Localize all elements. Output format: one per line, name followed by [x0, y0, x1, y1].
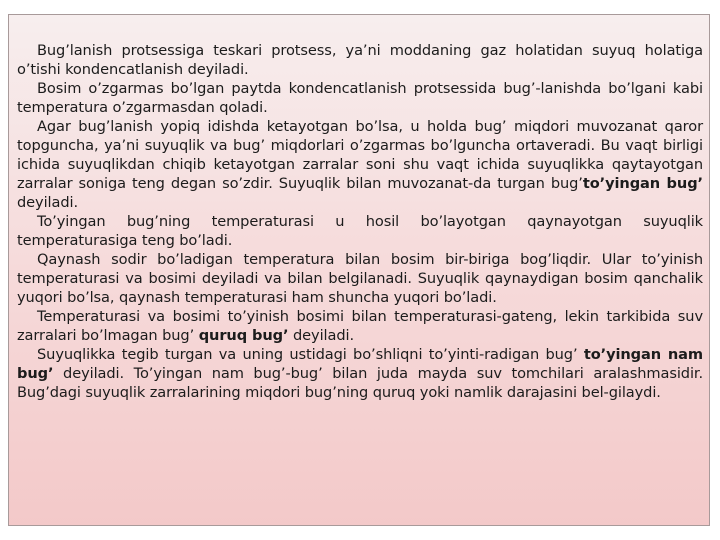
paragraph-dry-vapor	[17, 307, 703, 345]
paragraph-text: To’yingan bug’ning temperaturasi u hosil bo’layotgan qaynayotgan suyuqlik temperaturasiga teng bo’ladi.	[17, 213, 703, 249]
paragraph-text: deyiladi.	[17, 194, 78, 211]
paragraph-closed-vessel	[17, 117, 703, 212]
paragraph-text: Bug’lanish protsessiga teskari protsess, ya’ni moddaning gaz holatidan suyuq holatiga o’tishi kondencatlanish deyiladi.	[17, 42, 703, 78]
text-body	[17, 41, 703, 402]
term-wet-saturated-vapor: to’yingan nam bug’	[17, 346, 703, 382]
term-saturated-vapor: to’yingan bug’	[582, 175, 703, 192]
term-dry-vapor: quruq bug’	[198, 327, 289, 344]
paragraph-text: Agar bug’lanish yopiq idishda ketayotgan bo’lsa, u holda bug’ miqdori muvozanat qaror topguncha, ya’ni suyuqlik va bug’ miqdorlari o’zgarmas bo’lguncha ortaveradi. Bu vaqt birligi ichida suyuqlikdan chiqib ketayotgan zarralar soni shu vaqt ichida suyuqlikka qaytayotgan zarralar soniga teng degan so’zdir. Suyuqlik bilan muvozanat-da turgan bug’	[17, 118, 703, 192]
paragraph-text: Temperaturasi va bosimi to’yinish bosimi bilan temperaturasi-gateng, lekin tarkibida suv zarralari bo’lmagan bug’	[17, 308, 703, 344]
slide	[8, 14, 710, 526]
paragraph-wet-vapor	[17, 345, 703, 402]
paragraph-constant-pressure	[17, 79, 703, 117]
paragraph-text: deyiladi.	[288, 327, 354, 344]
paragraph-text: Bosim o’zgarmas bo’lgan paytda kondencatlanish protsessida bug’-lanishda bo’lgani kabi temperatura o’zgarmasdan qoladi.	[17, 80, 703, 116]
paragraph-saturated-temperature	[17, 212, 703, 250]
paragraph-text: Qaynash sodir bo’ladigan temperatura bilan bosim bir-biriga bog’liqdir. Ular to’yinish temperaturasi va bosimi deyiladi va bilan belgilanadi. Suyuqlik qaynaydigan bosim qanchalik yuqori bo’lsa, qaynash temperaturasi ham shuncha yuqori bo’ladi.	[17, 251, 703, 306]
paragraph-boiling-pressure	[17, 250, 703, 307]
paragraph-condensation-definition	[17, 41, 703, 79]
paragraph-text: deyiladi. To’yingan nam bug’-bug’ bilan juda mayda suv tomchilari aralashmasidir. Bug’dagi suyuqlik zarralarining miqdori bug’ning quruq yoki namlik darajasini bel-gilaydi.	[17, 365, 703, 401]
paragraph-text: Suyuqlikka tegib turgan va uning ustidagi bo’shliqni to’yinti-radigan bug’	[37, 346, 584, 363]
